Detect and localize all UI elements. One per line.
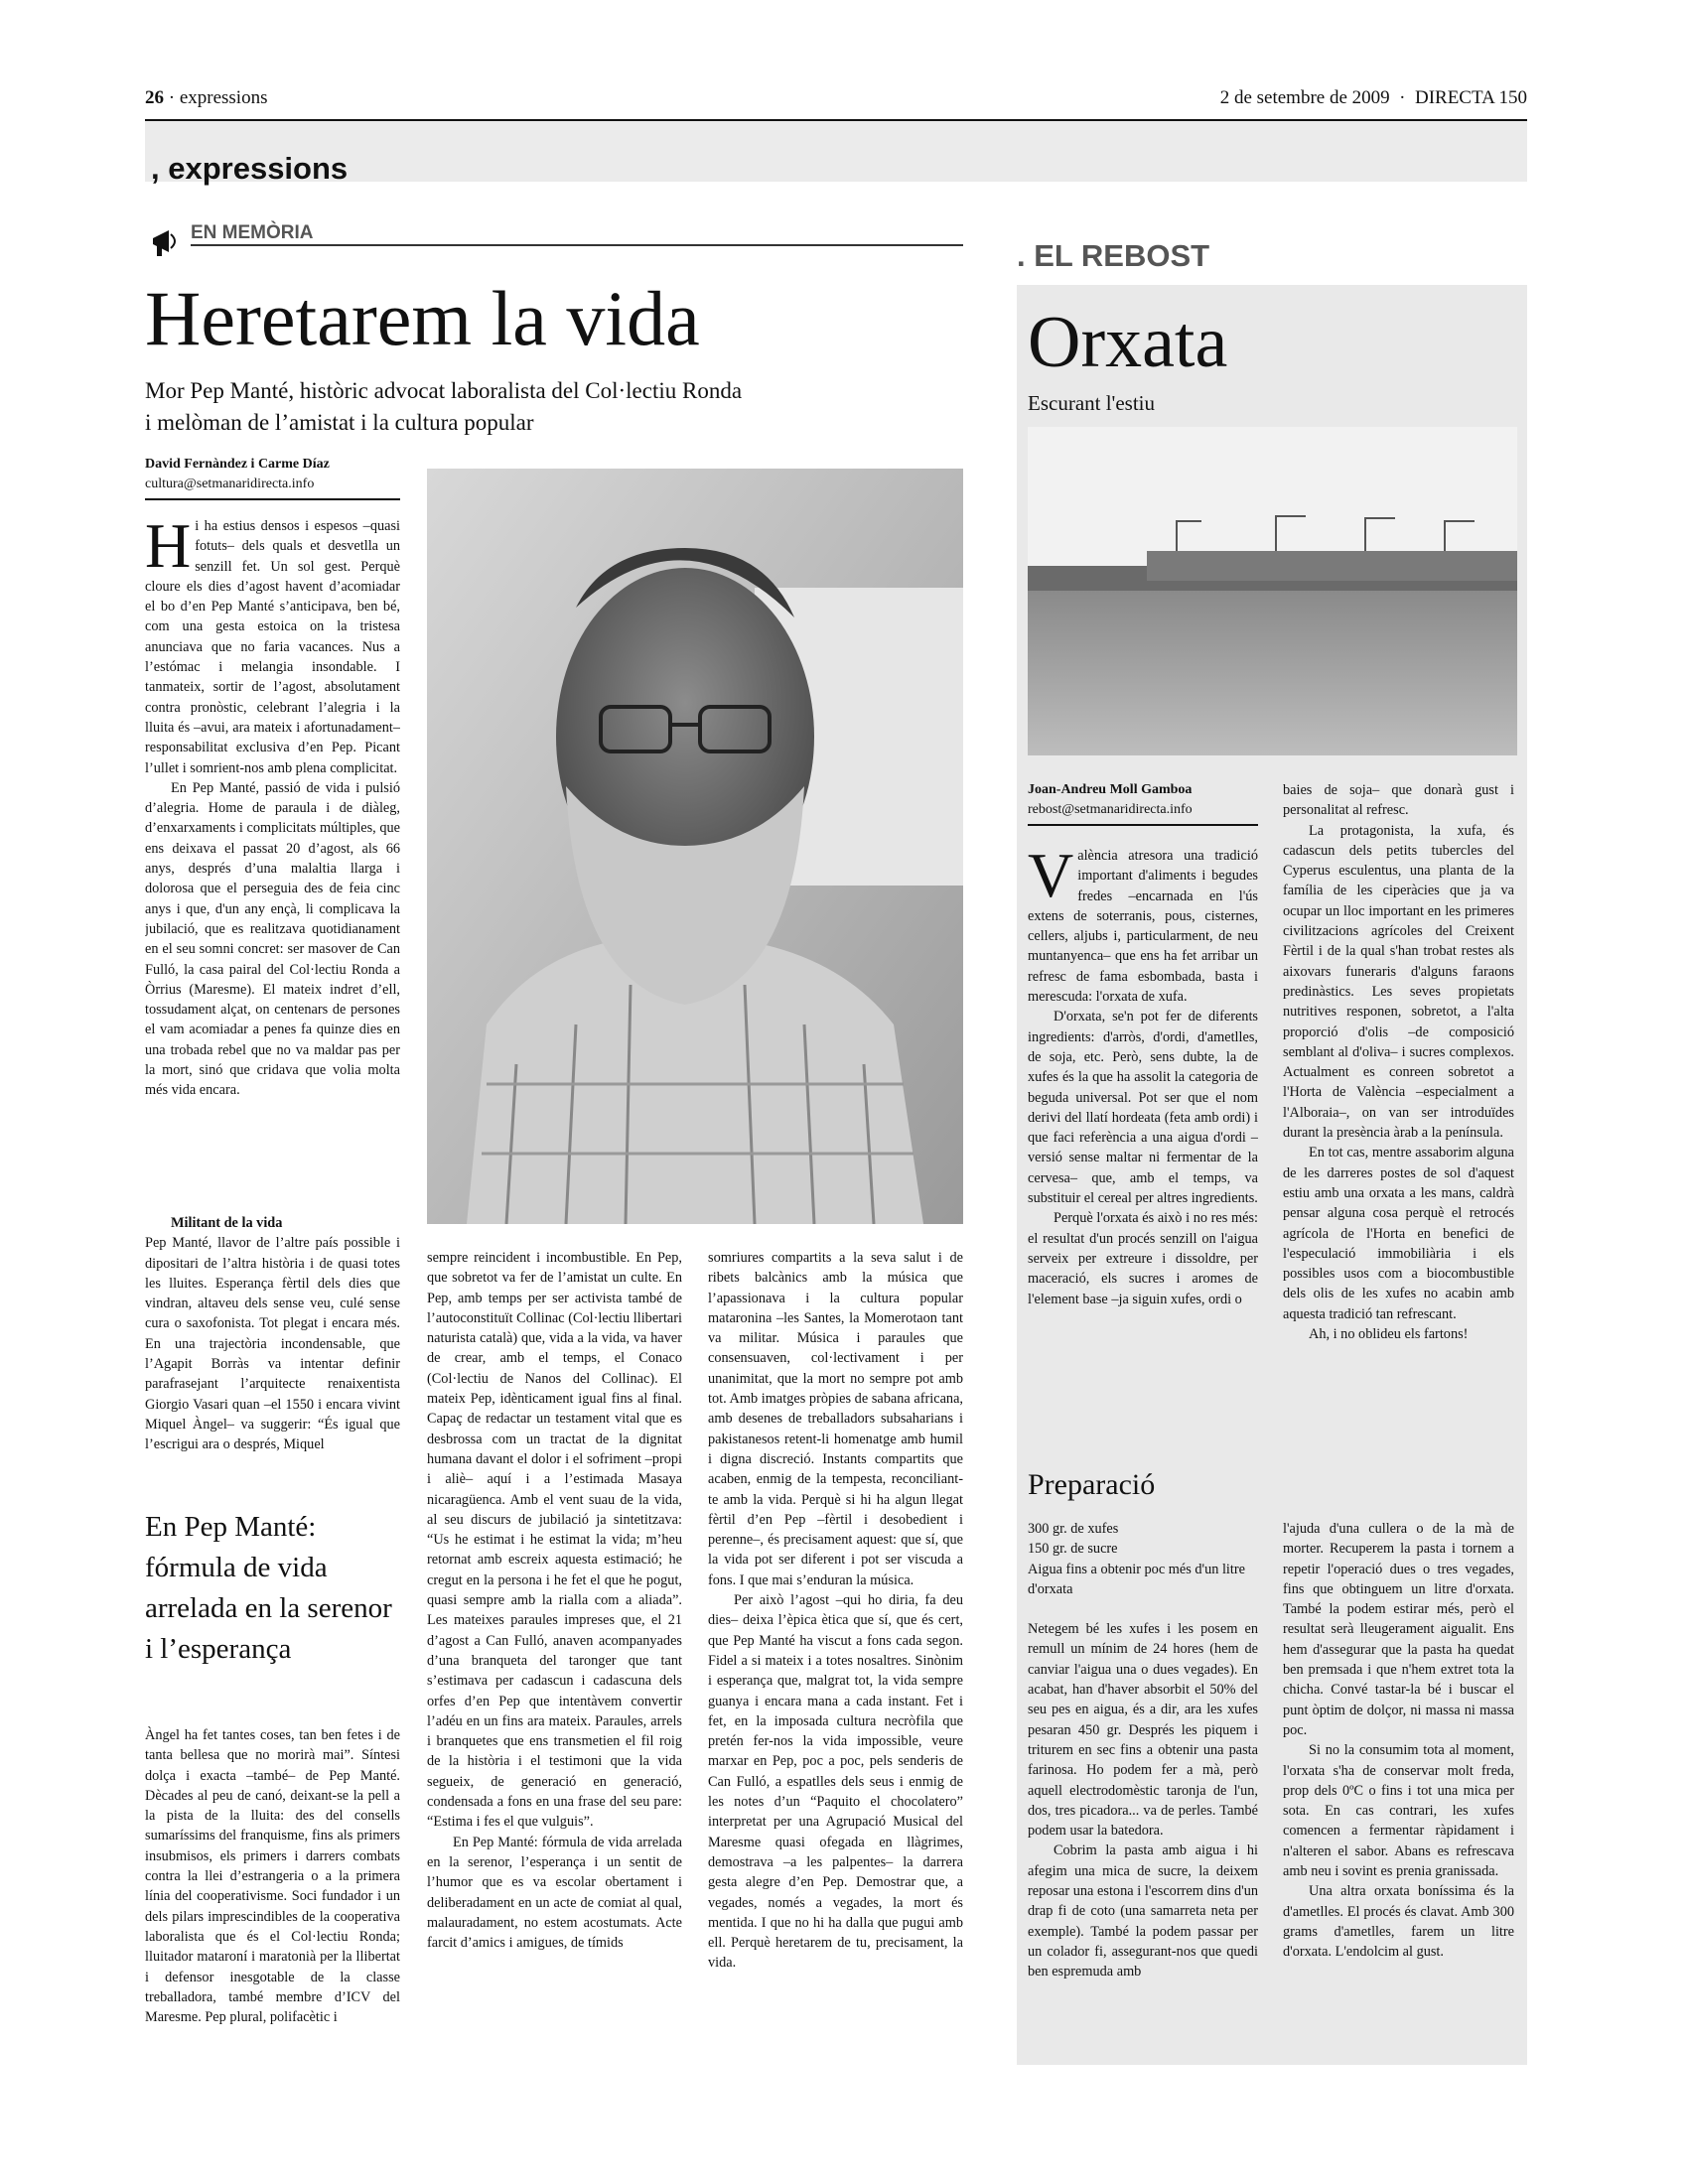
- rebost-email[interactable]: rebost@setmanaridirecta.info: [1028, 802, 1193, 817]
- rebost-section-label: . EL REBOST: [1017, 238, 1210, 273]
- paragraph: Netegem bé les xufes i les posem en remull un mínim de 24 hores (hem de canviar l'aigua una o dues vegades). En acabat, han d'haver absorbit el 50% del seu pes en aigua, és a dir, ara les xufes pesaran 450 gr. Després les piquem i triturem en sec fins a obtenir una pasta farinosa. Ho podem fer a mà, però aquell electrodomèstic taronja de l'un, dos, tres picadora... va de perles. També podem usar la batedora.: [1028, 1621, 1258, 1840]
- article-column-1: [145, 516, 400, 1191]
- issue-date: 2 de setembre de 2009: [1219, 87, 1390, 108]
- paragraph: sempre reincident i incombustible. En Pep, que sobretot va fer de l’amistat un culte. En Pep, amb temps per ser activista també de l’autoconstituït Collinac (Col·lectiu llibertari naturista català) que, vida a la vida, va haver de crear, amb el temps, el Conaco (Col·lectiu de Nanos del Collinac). El mateix Pep, idènticament igual fins al final. Capaç de redactar un testament vital que es desbrossa com un tractat de la dignitat humana davant el dolor i el sofriment –propi i aliè– aquí i a l’estimada Masaya nicaragüenca. Amb el vent suau de la vida, al seu discurs de jubilació ja sintetitzava: “Us he estimat i he estimat la vida; m’heu retornat amb escreix aquesta estimació; he cregut en la persona i he fet el que he pogut, quasi sempre amb la rialla com a aliada”. Les mateixes paraules impreses que, el 21 d’agost a Can Fulló, anaven acompanyades d’una branqueta del taronger que tant s’estimava per cadascun i cadascuna dels orfes d’en Pep que intentàvem convertir l’adéu en un fins ara mateix. Paraules, arrels i branquetes que ens transmetien el fil roig de la història i el testimoni que la vida segueix, de generació en generació, condensada a fons en una frase del seu pare: “Estima i fes el que vulguis”.: [427, 1250, 682, 1831]
- byline: [145, 455, 400, 494]
- drop-cap: H: [145, 516, 192, 581]
- paragraph: baies de soja– que donarà gust i personalitat al refresc.: [1283, 782, 1514, 819]
- article-title: Heretarem la vida: [145, 275, 700, 361]
- preparation-column-2: [1283, 1519, 1514, 2055]
- preparation-column-1: [1028, 1519, 1258, 2055]
- landscape-photo: [1028, 427, 1517, 755]
- article-subtitle: [145, 375, 742, 439]
- rebost-byline-rule: [1028, 824, 1258, 826]
- paragraph: Per això l’agost –qui ho diria, fa deu dies– deixa l’èpica ètica que sí, que és cert, que Pep Manté ha viscut a fons cada segon. Fidel a si mateix i a totes nosaltres. Sinònim i esperança que, malgrat tot, la vida sempre guanya i encara mana a cada instant. Fet i fet, en la imposada cultura necròfila que pretén fer-nos la vida impossible, veure marxar en Pep, poc a poc, pels senderis de Can Fulló, a espatlles dels seus i enmig de les notes d’un “Paquito el chocolatero” interpretat per una Agrupació Musical del Maresme quasi ofegada en llàgrimes, demostrava –a les palpentes– la darrera gesta alegre d’en Pep. Demostrar que, a vegades, només a vegades, la mort és mentida. I que no hi ha dalla que pugui amb ell. Perquè heretarem de tu, precisament, la vida.: [708, 1592, 963, 1972]
- publication-name: DIRECTA 150: [1414, 87, 1527, 108]
- paragraph: Cobrim la pasta amb aigua i hi afegim una mica de sucre, la deixem reposar una estona i l'escorrem dins d'un drap fi de coto (una samarreta neta per exemple). També la podem passar per un colador fi, assegurant-nos que quedi ben espremuda amb: [1028, 1843, 1258, 1980]
- article-column-1b: [145, 1213, 400, 1481]
- rebost-drop-cap: V: [1028, 846, 1074, 910]
- page-header-left: 26 · expressions: [145, 87, 268, 108]
- megaphone-icon: [149, 224, 191, 265]
- paragraph: somriures compartits a la seva salut i de ribets balcànics amb la música que l’apassionava i la cultura popular mataronina –les Santes, la Momerotaon tant va militar. Música i paraules que consensuaven, col·lectivament i per unanimitat, que la mort no sempre pot amb tot. Amb imatges pròpies de sabana africana, amb desenes de treballadors subsaharians i pakistanesos retent-li homenatge amb humil i digna discreció. Instants compartits que acaben, enmig de la tempesta, reconciliant-te amb la vida. Perquè si hi ha algun llegat fèrtil d’en Pep –fèrtil i desobedient i perenne–, és precisament aquest: que sí, que la vida pot ser diferent i pot ser viscuda a fons. I que mai s’enduran la música.: [708, 1250, 963, 1588]
- rebost-byline: [1028, 780, 1258, 820]
- subtitle-line-2: i melòman de l’amistat i la cultura popular: [145, 410, 534, 435]
- paragraph: En Pep Manté: fórmula de vida arrelada en la serenor, l’esperança i un sentit de l’humor que es va escolar obertament i deliberadament en un acte de comiat al qual, malauradament, no estem acostumats. Acte farcit d’amics i amigues, de tímids: [427, 1834, 682, 1952]
- ingredient: Aigua fins a obtenir poc més d'un litre d'orxata: [1028, 1561, 1245, 1597]
- byline-rule: [145, 498, 400, 500]
- paragraph: Si no la consumim tota al moment, l'orxata s'ha de conservar molt freda, prop dels 0ºC o fins i tot una mica per sota. En cas contrari, les xufes comencen a fermentar ràpidament i n'alteren el sabor. Abans es refrescava amb neu i sovint es prenia granissada.: [1283, 1742, 1514, 1880]
- section-label: , expressions: [151, 151, 349, 186]
- paragraph: alència atresora una tradició important d'aliments i begudes fredes –encarnada en l'ús extens de soterranis, pous, cisternes, cellers, aljubs i, particularment, de neu muntanyenca– que ens ha fet arribar un refresc de fama esbombada, basta i merescuda: l'orxata de xufa.: [1028, 848, 1258, 1006]
- author: David Fernàndez i Carme Díaz: [145, 457, 330, 472]
- pull-quote: En Pep Manté: fórmula de vida arrelada en la serenor i l’esperança: [145, 1511, 392, 1665]
- article-column-1c: [145, 1725, 400, 2073]
- rebost-title: Orxata: [1028, 302, 1228, 383]
- paragraph: Pep Manté, llavor de l’altre país possible i dipositari de l’altra història i de quasi totes les lluites. Esperança fèrtil dels dies que vindran, altaveu dels sense veu, culé sense cura o saxofonista. Tot plegat i encara més. En una trajectòria incondensable, que l’Agapit Borràs va intentar definir parafrasejant l’arquitecte renaixentista Giorgio Vasari quan –el 1550 i encara vivint Miquel Àngel– va suggerir: “És igual que l’escrigui ara o després, Miquel: [145, 1235, 400, 1453]
- portrait-photo: [427, 469, 963, 1224]
- paragraph: l'ajuda d'una cullera o de la mà de morter. Recuperem la pasta i tornem a repetir l'operació dues o tres vegades, fins que obtinguem un litre d'orxata. També la podem estirar més, però el resultat serà lleugerament aigualit. Ens hem d'assegurar que la pasta ha quedat ben premsada i que n'hem extret tota la chicha. Convé tastar-la bé i buscar el punt òptim de dolçor, ni massa ni massa poc.: [1283, 1521, 1514, 1738]
- paragraph: Una altra orxata boníssima és la d'ametlles. El procés és clavat. Amb 300 grams d'ametlles, farem un litre d'orxata. L'endolcim al gust.: [1283, 1883, 1514, 1961]
- preparation-title: Preparació: [1028, 1468, 1156, 1501]
- paragraph: D'orxata, se'n pot fer de diferents ingredients: d'arròs, d'ordi, d'ametlles, de soja, etc. Però, sens dubte, la de xufes és la que ha assolit la categoria de beguda universal. Pot ser que el nom derivi del llatí hordeata (feta amb ordi) i que faci referència a una aigua d'ordi –versió sense maltar ni fermentar de la cervesa– que, amb el temps, va substituir el cereal per altres ingredients.: [1028, 1009, 1258, 1207]
- paragraph: i ha estius densos i espesos –quasi fotuts– dels quals et desvetlla un senzill fet. Un sol gest. Perquè cloure els dies d’agost havent d’acomiadar el bo d’en Pep Manté s’anticipava, ben bé, com una gesta estoica on la tristesa anunciava que no faria vacances. Nus a l’estómac i melangia insondable. I tanmateix, sortir de l’agost, absolutament contra pronòstic, celebrant l’alegria i la lluita és –avui, ara mateix i afortunadament– responsabilitat exclusiva d’en Pep. Picant l’ullet i somrient-nos amb plena complicitat.: [145, 518, 400, 776]
- subhead: Militant de la vida: [171, 1215, 283, 1231]
- page-header-right: 2 de setembre de 2009 · DIRECTA 150: [1219, 87, 1527, 108]
- paragraph: En Pep Manté, passió de vida i pulsió d’alegria. Home de paraula i de diàleg, d’enxarxaments i complicitats múltiples, que ens deixava el passat 20 d’agost, als 66 anys, després d’una malaltia llarga i dolorosa que el perseguia des de feia cinc anys i que, d'un any ençà, li complicava la jubilació, que es realitzava quotidianament en el seu somni concret: ser masover de Can Fulló, la casa pairal del Col·lectiu Ronda a Òrrius (Maresme). El mateix indret d’ell, tossudament alçat, on centenars de persones el vam acomiadar a penes fa quinze dies en una trobada rebel que no va maldar pas per la mort, sinó que cridava que volia molta més vida encara.: [145, 779, 400, 1099]
- paragraph: La protagonista, la xufa, és cadascun dels petits tubercles del Cyperus esculentus, una planta de la família de les ciperàcies que ja va ocupar un lloc important en les primeres civilitzacions agrícoles del Creixent Fèrtil i de la qual s'han trobat restes als aixovars funeraris d'alguns faraons predinàstics. Les seves propietats nutritives responen, sobretot, a l'alta proporció d'olis –de composició semblant al d'oliva– i sucres complexos. Actualment es conreen sobretot a l'Horta de València –especialment a l'Alboraia–, on van ser introduïdes durant la presència àrab a la península.: [1283, 822, 1514, 1142]
- kicker-rule: [191, 244, 963, 246]
- rebost-column-2: [1283, 780, 1514, 1435]
- ingredient: 150 gr. de sucre: [1028, 1541, 1118, 1558]
- rebost-subtitle: Escurant l'estiu: [1028, 391, 1155, 415]
- article-column-3: [708, 1248, 963, 2072]
- rebost-author: Joan-Andreu Moll Gamboa: [1028, 782, 1193, 797]
- rebost-column-1: [1028, 846, 1258, 1432]
- paragraph: En tot cas, mentre assaborim alguna de les darreres postes de sol d'aquest estiu amb una orxata a les mans, caldrà pensar alguna cosa perquè el retrocés agrícola de l'Horta en benefici de l'especulació immobiliària i els possibles usos com a biocombustible dels olis de les xufes no acabin amb aquesta tradició tan refrescant.: [1283, 1145, 1514, 1322]
- kicker: EN MEMÒRIA: [191, 222, 314, 243]
- paragraph: Ah, i no oblideu els fartons!: [1309, 1326, 1469, 1343]
- page-number: 26: [145, 87, 164, 108]
- section-band: [145, 121, 1527, 182]
- author-email[interactable]: cultura@setmanaridirecta.info: [145, 477, 315, 491]
- section-name: expressions: [179, 87, 268, 108]
- paragraph: Perquè l'orxata és això i no res més: el resultat d'un procés senzill on l'aigua serveix per extreure i dissoldre, per maceració, els sucres i aromes de l'element base –ja siguin xufes, ordi o: [1028, 1210, 1258, 1307]
- paragraph: Àngel ha fet tantes coses, tan ben fetes i de tanta bellesa que no morirà mai”. Síntesi dolça i exacta –també– de Pep Manté. Dècades al peu de canó, deixant-se la pell a la pista de la lluita: des del consells sumaríssims del franquisme, fins als primers insubmisos, els primers i darrers combats contra la llei d’estrangeria o a la primera línia del cooperativisme. Soci fundador i un dels pilars imprescindibles de la cooperativa laboralista que és el Col·lectiu Ronda; lluitador mataroní i maratonià per la llibertat i defensor inesgotable de la classe treballadora, també membre d’ICV del Maresme. Pep plural, polifacètic i: [145, 1727, 400, 2026]
- subtitle-line-1: Mor Pep Manté, històric advocat laboralista del Col·lectiu Ronda: [145, 378, 743, 403]
- ingredient: 300 gr. de xufes: [1028, 1521, 1119, 1537]
- article-column-2: [427, 1248, 682, 2072]
